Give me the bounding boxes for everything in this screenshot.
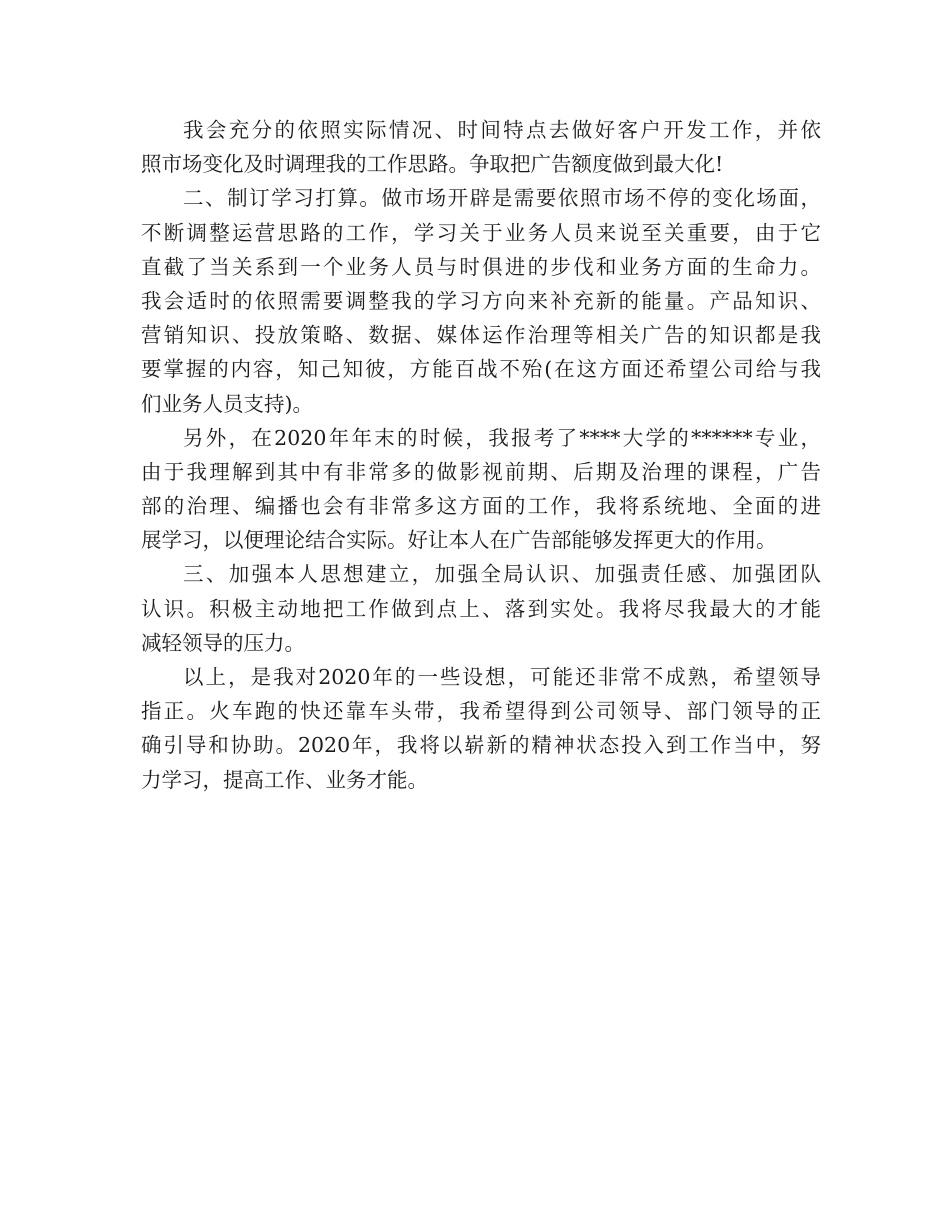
- text-line: 我会充分的依照实际情况、时间特点去做好客户开发工作，并依: [183, 118, 821, 142]
- text-line: 以上，是我对2020年的一些设想，可能还非常不成熟，希望领导: [183, 665, 821, 689]
- text-line: 我会适时的依照需要调整我的学习方向来补充新的能量。产品知识、: [141, 288, 821, 313]
- text-line: 部的治理、编播也会有非常多这方面的工作，我将系统地、全面的进: [141, 494, 821, 519]
- text-line: 三、加强本人思想建立，加强全局认识、加强责任感、加强团队: [183, 562, 821, 587]
- document-body: [141, 113, 821, 797]
- text-line: 营销知识、投放策略、数据、媒体运作治理等相关广告的知识都是我: [141, 323, 821, 348]
- text-line: 力学习，提高工作、业务才能。: [141, 767, 428, 792]
- paragraph: [141, 113, 821, 181]
- text-line: 不断调整运营思路的工作，学习关于业务人员来说至关重要，由于它: [141, 220, 821, 245]
- text-line: 指正。火车跑的快还靠车头带，我希望得到公司领导、部门领导的正: [141, 699, 821, 724]
- text-line: 由于我理解到其中有非常多的做影视前期、后期及治理的课程，广告: [141, 459, 821, 484]
- text-line: 认识。积极主动地把工作做到点上、落到实处。我将尽我最大的才能: [141, 596, 821, 621]
- paragraph: [141, 181, 821, 420]
- text-line: 们业务人员支持)。: [141, 391, 313, 416]
- text-line: 确引导和协助。2020年，我将以崭新的精神状态投入到工作当中，努: [141, 733, 821, 758]
- text-line: 二、制订学习打算。做市场开辟是需要依照市场不停的变化场面，: [183, 186, 821, 211]
- text-line: 展学习，以便理论结合实际。好让本人在广告部能够发挥更大的作用。: [141, 528, 777, 553]
- paragraph: [141, 557, 821, 660]
- paragraph: [141, 660, 821, 797]
- text-line: 照市场变化及时调理我的工作思路。争取把广告额度做到最大化!: [141, 152, 724, 177]
- paragraph: [141, 421, 821, 558]
- text-line: 另外，在2020年年末的时候，我报考了****大学的******专业，: [183, 425, 821, 450]
- text-line: 直截了当关系到一个业务人员与时俱进的步伐和业务方面的生命力。: [141, 254, 821, 279]
- text-line: 减轻领导的压力。: [141, 630, 305, 655]
- text-line: 要掌握的内容，知己知彼，方能百战不殆(在这方面还希望公司给与我: [141, 357, 821, 382]
